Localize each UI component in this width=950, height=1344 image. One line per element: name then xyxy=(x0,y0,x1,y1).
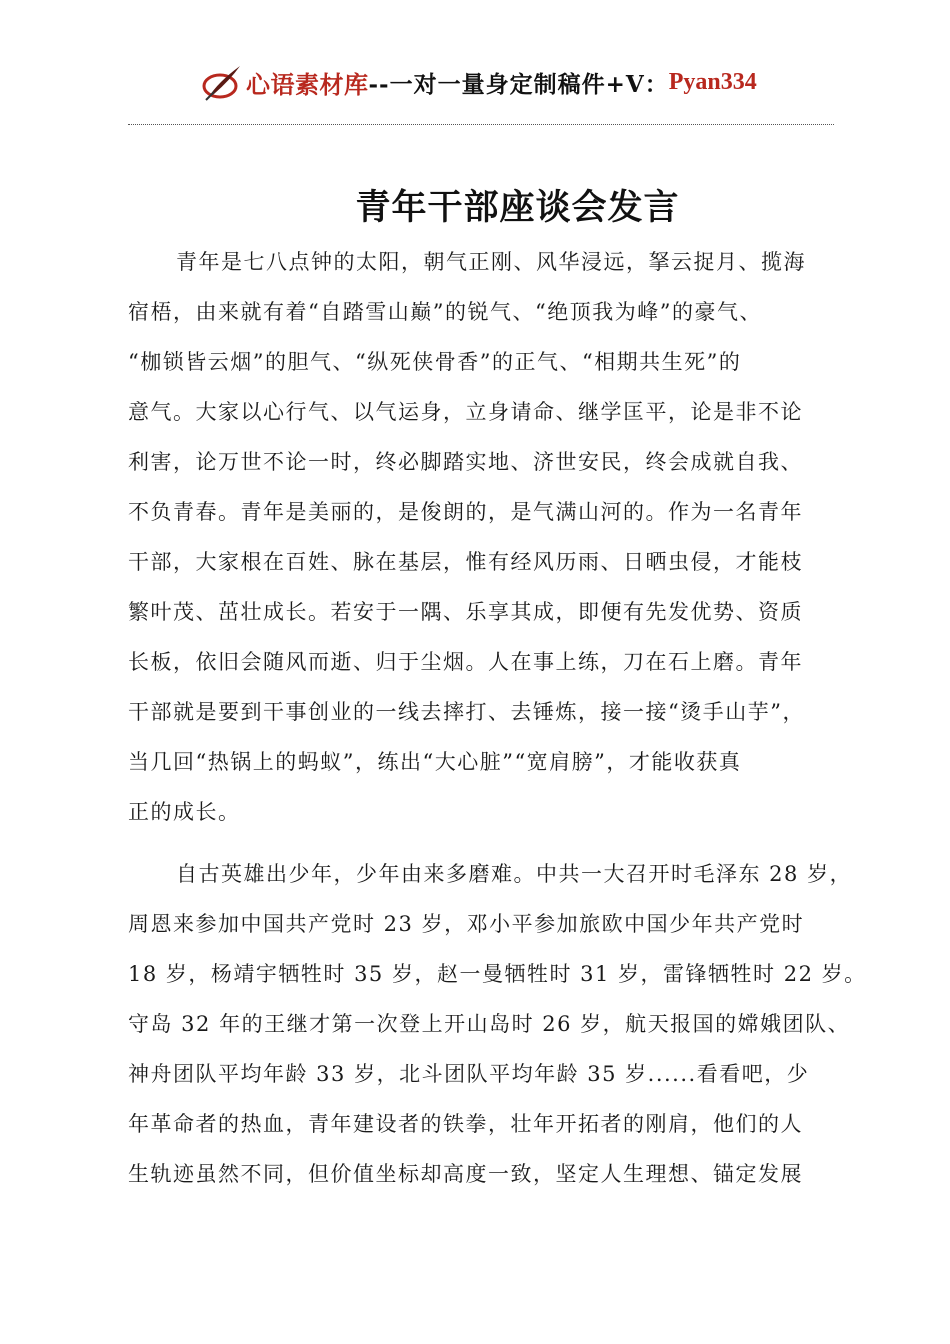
text-line: 干部，大家根在百姓、脉在基层，惟有经风历雨、日晒虫侵，才能枝 xyxy=(128,550,803,574)
header-tagline: --一对一量身定制稿件+V： xyxy=(368,70,669,98)
paragraph xyxy=(128,237,828,837)
text-line: 繁叶茂、茁壮成长。若安于一隅、乐享其成，即便有先发优势、资质 xyxy=(128,600,803,624)
text-line: 不负青春。青年是美丽的，是俊朗的，是气满山河的。作为一名青年 xyxy=(128,500,803,524)
text-line: 宿梧，由来就有着“自踏雪山巅”的锐气、“绝顶我为峰”的豪气、 xyxy=(128,300,762,324)
text-line: 年革命者的热血，青年建设者的铁拳，壮年开拓者的刚肩，他们的人 xyxy=(128,1112,803,1136)
quill-pen-icon xyxy=(200,62,244,102)
page-header xyxy=(200,60,800,104)
brand-name: 心语素材库 xyxy=(246,70,369,99)
text-line: 青年是七八点钟的太阳，朝气正刚、风华浸远，拏云捉月、揽海 xyxy=(176,250,806,274)
text-line: 18 岁，杨靖宇牺牲时 35 岁，赵一曼牺牲时 31 岁，雷锋牺牲时 22 岁。 xyxy=(128,962,867,986)
text-line: 当几回“热锅上的蚂蚁”，练出“大心脏”“宽肩膀”，才能收获真 xyxy=(128,750,742,774)
text-line: 周恩来参加中国共产党时 23 岁，邓小平参加旅欧中国少年共产党时 xyxy=(128,912,805,936)
text-line: 意气。大家以心行气、以气运身，立身请命、继学匡平，论是非不论 xyxy=(128,400,803,424)
text-line: 正的成长。 xyxy=(128,800,241,824)
text-line: 生轨迹虽然不同，但价值坐标却高度一致，坚定人生理想、锚定发展 xyxy=(128,1162,803,1186)
document-body xyxy=(128,237,867,1199)
paragraph xyxy=(128,849,867,1199)
text-line: 干部就是要到干事创业的一线去摔打、去锤炼，接一接“烫手山芋”， xyxy=(128,700,805,724)
text-line: “枷锁皆云烟”的胆气、“纵死侠骨香”的正气、“相期共生死”的 xyxy=(128,350,742,374)
text-line: 神舟团队平均年龄 33 岁，北斗团队平均年龄 35 岁......看看吧，少 xyxy=(128,1062,810,1086)
header-divider xyxy=(128,124,834,125)
document-title: 青年干部座谈会发言 xyxy=(355,187,680,228)
text-line: 自古英雄出少年，少年由来多磨难。中共一大召开时毛泽东 28 岁， xyxy=(176,862,853,886)
text-line: 守岛 32 年的王继才第一次登上开山岛时 26 岁，航天报国的嫦娥团队、 xyxy=(128,1012,851,1036)
paragraph-gap xyxy=(128,837,828,849)
contact-id: Pyan334 xyxy=(668,68,757,95)
text-line: 利害，论万世不论一时，终必脚踏实地、济世安民，终会成就自我、 xyxy=(128,450,803,474)
text-line: 长板，依旧会随风而逝、归于尘烟。人在事上练，刀在石上磨。青年 xyxy=(128,650,803,674)
